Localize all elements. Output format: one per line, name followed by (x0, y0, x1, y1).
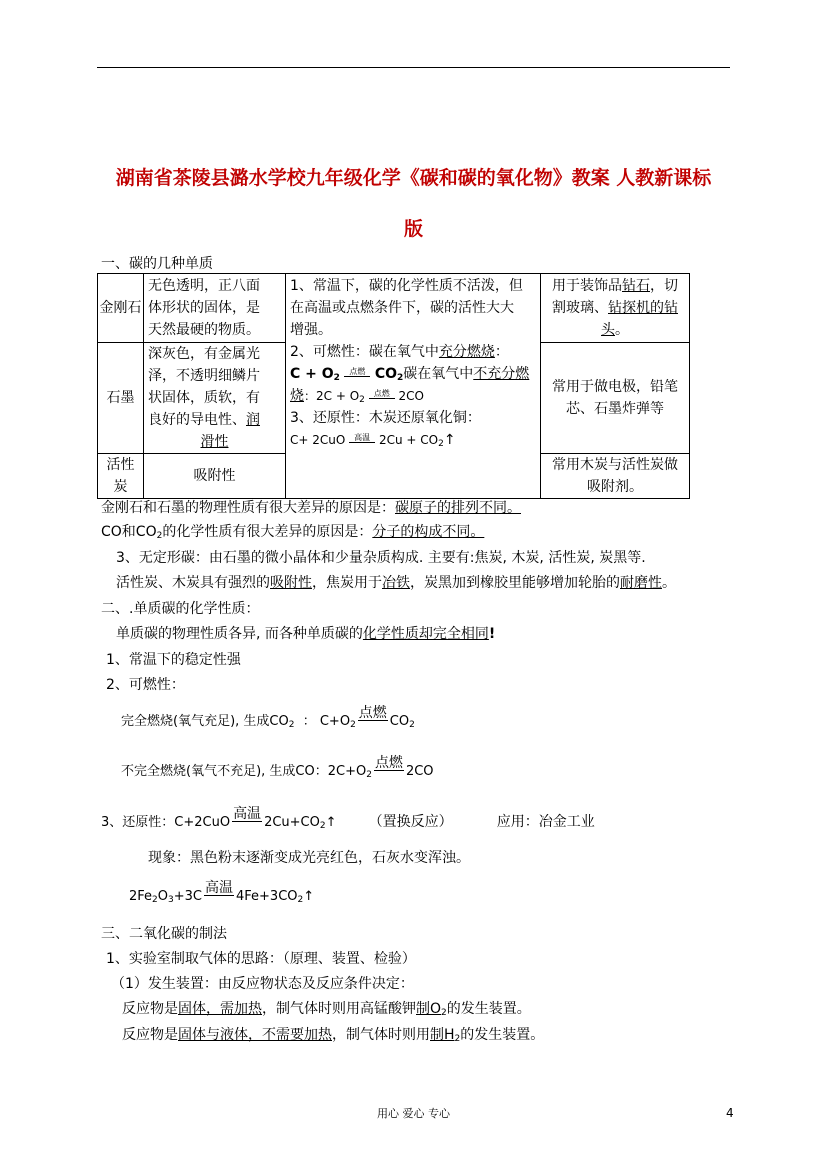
carbon-table (97, 273, 690, 499)
para-uses: 活性炭、木炭具有强烈的吸附性，焦炭用于冶铁，炭黑加到橡胶里能够增加轮胎的耐磨性。 (116, 575, 676, 591)
equation-iron-oxide: $2Fe_2O_3+3C$ 高温 $4Fe+3CO_2↑$ (129, 880, 315, 905)
row-activated-carbon-props: 吸附性 (144, 454, 286, 499)
para-chemical-same: 单质碳的物理性质各异, 而各种单质碳的化学性质却完全相同! (116, 626, 496, 642)
title-line-1: 湖南省茶陵县潞水学校九年级化学《碳和碳的氧化物》教案 人教新课标 (115, 167, 712, 189)
page-number: 4 (726, 1106, 734, 1120)
equation-complete-combustion: 完全燃烧(氧气充足), 生成$CO_2$ ： $C+O_2$ 点燃 $CO_2$ (121, 705, 415, 730)
header-rule (97, 67, 730, 68)
para-solid-heat: 反应物是固体，需加热，制气体时则用高锰酸钾制$O_2$的发生装置。 (122, 1001, 531, 1018)
row-graphite-name: 石墨 (98, 343, 144, 454)
equation-incomplete-combustion: 不完全燃烧(氧气不充足), 生成CO：$2C+O_2$ 点燃 2CO (121, 755, 434, 780)
section-2-heading: 二、.单质碳的化学性质： (101, 601, 260, 617)
para-stability: 1、常温下的稳定性强 (106, 652, 241, 668)
para-lab-approach: 1、实验室制取气体的思路：（原理、装置、检验） (106, 951, 416, 967)
row-diamond-name: 金刚石 (98, 274, 144, 343)
row-activated-carbon-uses: 常用木炭与活性炭做 吸附剂。 (541, 454, 690, 499)
para-diamond-graphite: 金刚石和石墨的物理性质有很大差异的原因是：碳原子的排列不同。 (101, 500, 521, 516)
para-amorphous-carbon: 3、无定形碳：由石墨的微小晶体和少量杂质构成. 主要有:焦炭, 木炭, 活性炭, 炭黑等. (116, 550, 646, 566)
chem-props-cell: 1、常温下，碳的化学性质不活泼，但 在高温或点燃条件下，碳的活性大大 增强。 2、可燃性：碳在氧气中充分燃烧： $C + O_2$ 点燃 $CO_2$碳在氧气中不充分燃 烧：$2C + O_2$ 点燃 2CO 3、还原性：木炭还原氧化铜： C+ 2CuO 高温 $2Cu + CO_2↑$ (286, 274, 541, 499)
row-graphite-props: 深灰色，有金属光 泽，不透明细鳞片 状固体，质软，有 良好的导电性、润 滑性 (144, 343, 286, 454)
para-solid-liquid: 反应物是固体与液体，不需要加热，制气体时则用制$H_2$的发生装置。 (122, 1027, 545, 1044)
equation-reduction: 3、还原性：C+2CuO 高温 $2Cu+CO_2↑$ （置换反应） 应用：冶金工业 (101, 806, 595, 831)
title-line-2: 版 (403, 218, 423, 240)
para-phenomenon: 现象：黑色粉末逐渐变成光亮红色，石灰水变浑浊。 (148, 850, 470, 866)
row-graphite-uses: 常用于做电极，铅笔 芯、石墨炸弹等 (541, 343, 690, 454)
section-3-heading: 三、二氧化碳的制法 (101, 926, 227, 942)
para-combustibility: 2、可燃性： (106, 677, 185, 693)
row-activated-carbon-name: 活性 炭 (98, 454, 144, 499)
section-1-heading: 一、碳的几种单质 (101, 256, 213, 272)
para-co-co2: CO和$CO_2$的化学性质有很大差异的原因是：分子的构成不同。 (101, 524, 485, 541)
page-footer: 用心 爱心 专心 (377, 1107, 450, 1120)
row-diamond-uses: 用于装饰品钻石，切 割玻璃、钻探机的钻 头。 (541, 274, 690, 343)
para-generator: （1）发生装置：由反应物状态及反应条件决定： (111, 976, 414, 992)
row-diamond-props: 无色透明，正八面 体形状的固体，是 天然最硬的物质。 (144, 274, 286, 343)
